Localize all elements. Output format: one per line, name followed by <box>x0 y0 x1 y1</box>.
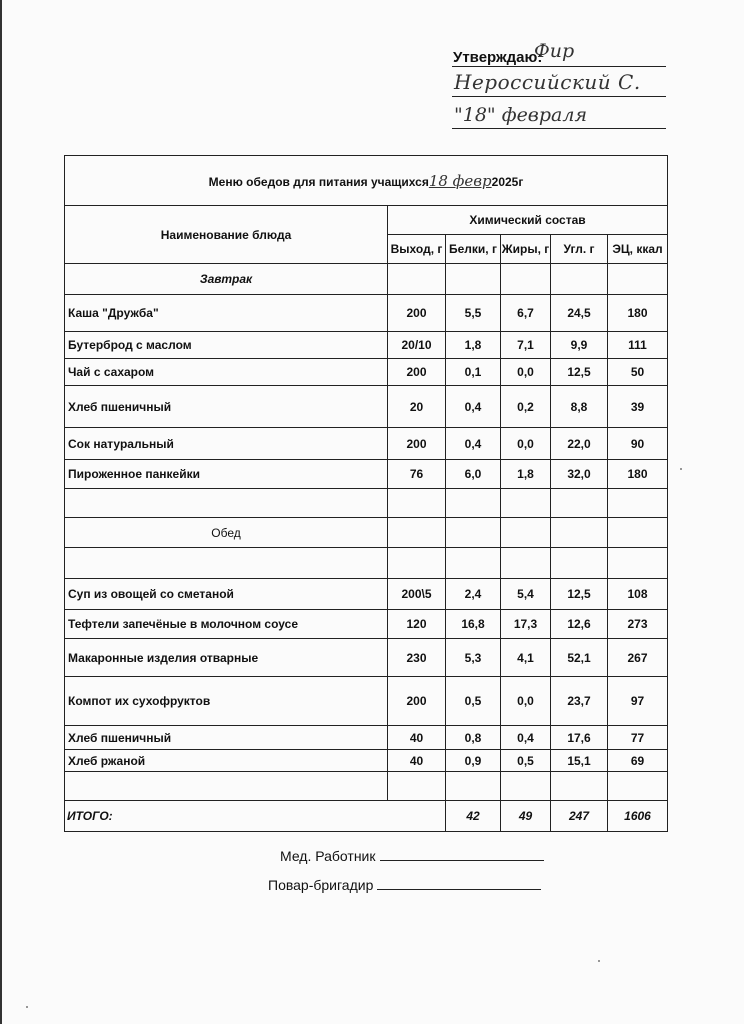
dish-protein: 16,8 <box>446 610 501 639</box>
dish-protein: 5,3 <box>446 639 501 677</box>
dish-yield: 200\5 <box>388 579 446 610</box>
medic-label: Мед. Работник <box>280 848 376 864</box>
dish-name: Хлеб пшеничный <box>65 386 388 428</box>
approval-date: "18" февраля <box>454 104 588 126</box>
dish-energy: 77 <box>608 726 668 750</box>
cook-signature-line <box>268 877 541 893</box>
header-fat: Жиры, г <box>501 235 551 264</box>
table-row <box>65 428 668 460</box>
total-energy: 1606 <box>608 801 668 832</box>
cook-label: Повар-бригадир <box>268 877 374 893</box>
dish-yield: 230 <box>388 639 446 677</box>
section-breakfast: Завтрак <box>65 264 388 295</box>
header-protein: Белки, г <box>446 235 501 264</box>
header-carbs: Угл. г <box>551 235 608 264</box>
scan-speck <box>26 1006 28 1008</box>
header-yield: Выход, г <box>388 235 446 264</box>
dish-fat: 0,5 <box>501 750 551 772</box>
empty-row <box>65 489 668 518</box>
dish-carbs: 9,9 <box>551 332 608 359</box>
table-row <box>65 332 668 359</box>
dish-protein: 6,0 <box>446 460 501 489</box>
dish-protein: 0,4 <box>446 386 501 428</box>
table-row <box>65 386 668 428</box>
dish-protein: 0,9 <box>446 750 501 772</box>
section-lunch: Обед <box>65 518 388 548</box>
menu-table <box>64 155 668 832</box>
total-label: ИТОГО: <box>65 801 446 832</box>
cook-signature-blank <box>377 877 541 890</box>
dish-carbs: 24,5 <box>551 295 608 332</box>
dish-name: Тефтели запечёные в молочном соусе <box>65 610 388 639</box>
medic-signature-line <box>280 848 544 864</box>
dish-energy: 180 <box>608 295 668 332</box>
dish-protein: 0,4 <box>446 428 501 460</box>
section-row-lunch <box>65 518 668 548</box>
table-row <box>65 726 668 750</box>
dish-fat: 0,0 <box>501 359 551 386</box>
dish-carbs: 8,8 <box>551 386 608 428</box>
dish-carbs: 22,0 <box>551 428 608 460</box>
dish-yield: 200 <box>388 295 446 332</box>
empty-row <box>65 772 668 801</box>
dish-protein: 2,4 <box>446 579 501 610</box>
dish-carbs: 12,5 <box>551 359 608 386</box>
dish-fat: 0,4 <box>501 726 551 750</box>
table-row <box>65 610 668 639</box>
dish-yield: 200 <box>388 677 446 726</box>
dish-energy: 50 <box>608 359 668 386</box>
dish-yield: 120 <box>388 610 446 639</box>
dish-name: Суп из овощей со сметаной <box>65 579 388 610</box>
dish-fat: 6,7 <box>501 295 551 332</box>
total-fat: 49 <box>501 801 551 832</box>
page-title <box>65 156 668 206</box>
dish-name: Чай с сахаром <box>65 359 388 386</box>
dish-fat: 0,2 <box>501 386 551 428</box>
dish-carbs: 32,0 <box>551 460 608 489</box>
header-dish: Наименование блюда <box>65 206 388 264</box>
dish-fat: 5,4 <box>501 579 551 610</box>
total-carbs: 247 <box>551 801 608 832</box>
dish-fat: 1,8 <box>501 460 551 489</box>
dish-protein: 1,8 <box>446 332 501 359</box>
dish-energy: 69 <box>608 750 668 772</box>
approval-name: Нероссийский С. <box>454 70 641 94</box>
dish-energy: 180 <box>608 460 668 489</box>
dish-energy: 39 <box>608 386 668 428</box>
dish-name: Каша "Дружба" <box>65 295 388 332</box>
approval-signature: Фир <box>534 40 575 62</box>
dish-yield: 20 <box>388 386 446 428</box>
dish-carbs: 17,6 <box>551 726 608 750</box>
section-row-breakfast <box>65 264 668 295</box>
dish-name: Макаронные изделия отварные <box>65 639 388 677</box>
dish-fat: 17,3 <box>501 610 551 639</box>
empty-row <box>65 548 668 579</box>
dish-carbs: 23,7 <box>551 677 608 726</box>
dish-energy: 90 <box>608 428 668 460</box>
approval-label: Утверждаю: <box>453 49 543 66</box>
scan-speck <box>680 468 682 470</box>
title-date: 18 февр <box>428 171 492 190</box>
table-row <box>65 579 668 610</box>
header-chem: Химический состав <box>388 206 668 235</box>
approval-line <box>452 66 666 67</box>
dish-name: Хлеб пшеничный <box>65 726 388 750</box>
dish-energy: 111 <box>608 332 668 359</box>
table-row <box>65 359 668 386</box>
title-prefix: Меню обедов для питания учащихся <box>208 174 429 189</box>
dish-carbs: 15,1 <box>551 750 608 772</box>
dish-name: Компот их сухофруктов <box>65 677 388 726</box>
dish-yield: 40 <box>388 750 446 772</box>
dish-carbs: 12,6 <box>551 610 608 639</box>
scan-edge <box>0 0 2 1024</box>
dish-protein: 0,5 <box>446 677 501 726</box>
table-row <box>65 639 668 677</box>
dish-name: Сок натуральный <box>65 428 388 460</box>
header-row <box>65 206 668 235</box>
dish-carbs: 52,1 <box>551 639 608 677</box>
table-row <box>65 750 668 772</box>
approval-line <box>452 96 666 97</box>
dish-energy: 108 <box>608 579 668 610</box>
dish-energy: 273 <box>608 610 668 639</box>
dish-energy: 267 <box>608 639 668 677</box>
dish-fat: 0,0 <box>501 428 551 460</box>
table-row <box>65 295 668 332</box>
approval-block <box>448 36 670 132</box>
dish-fat: 4,1 <box>501 639 551 677</box>
dish-yield: 200 <box>388 428 446 460</box>
total-protein: 42 <box>446 801 501 832</box>
dish-protein: 0,1 <box>446 359 501 386</box>
dish-yield: 76 <box>388 460 446 489</box>
scan-speck <box>598 960 600 962</box>
dish-yield: 200 <box>388 359 446 386</box>
title-year: 2025г <box>491 174 524 189</box>
dish-yield: 40 <box>388 726 446 750</box>
dish-carbs: 12,5 <box>551 579 608 610</box>
table-row <box>65 460 668 489</box>
medic-signature-blank <box>380 848 544 861</box>
dish-yield: 20/10 <box>388 332 446 359</box>
header-energy: ЭЦ, ккал <box>608 235 668 264</box>
dish-energy: 97 <box>608 677 668 726</box>
dish-name: Пироженное панкейки <box>65 460 388 489</box>
dish-protein: 5,5 <box>446 295 501 332</box>
dish-fat: 7,1 <box>501 332 551 359</box>
dish-protein: 0,8 <box>446 726 501 750</box>
dish-name: Бутерброд с маслом <box>65 332 388 359</box>
table-row <box>65 677 668 726</box>
dish-fat: 0,0 <box>501 677 551 726</box>
total-row <box>65 801 668 832</box>
approval-line <box>452 128 666 129</box>
dish-name: Хлеб ржаной <box>65 750 388 772</box>
title-row <box>65 156 668 206</box>
